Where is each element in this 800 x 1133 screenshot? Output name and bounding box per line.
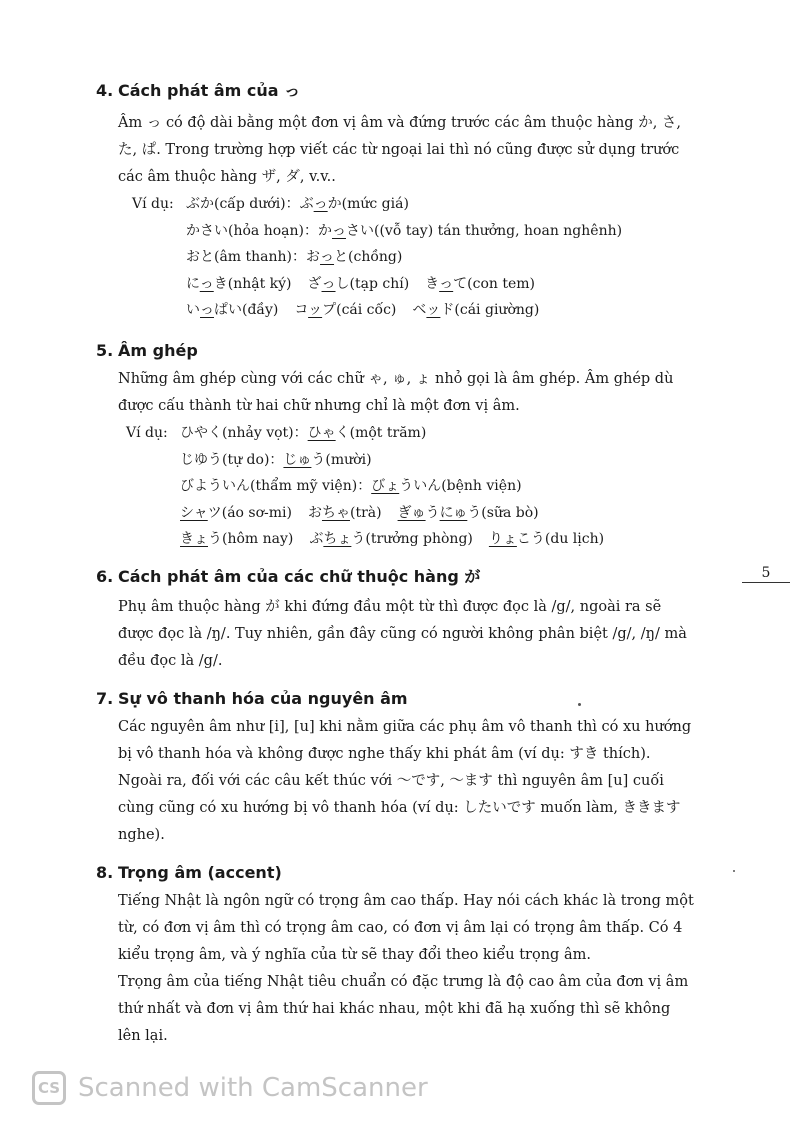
example-text: ひやく(nhảy vọt)： xyxy=(180,425,308,441)
example-text: う(trưởng phòng) xyxy=(351,531,473,547)
example-text: びよういん(thẩm mỹ viện)： xyxy=(180,478,372,494)
section-4 xyxy=(96,80,696,324)
example-text: い xyxy=(186,302,200,318)
paragraph: Những âm ghép cùng với các chữ ゃ, ゅ, ょ nhỏ gọi là âm ghép. Âm ghép dù được cấu thành từ hai chữ nhưng chỉ là một đơn vị âm. xyxy=(118,371,674,414)
example-text: ぶ xyxy=(309,531,324,547)
section-heading: 7. Sự vô thanh hóa của nguyên âm xyxy=(96,689,408,708)
section-heading: 6. Cách phát âm của các chữ thuộc hàng が xyxy=(96,567,481,586)
camscanner-watermark xyxy=(32,1068,428,1108)
example-text: こう(du lịch) xyxy=(516,531,605,547)
example-text: う(mười) xyxy=(311,451,372,468)
example-text: ざ xyxy=(307,275,322,292)
example-text: ツ(áo sơ-mi) xyxy=(207,504,292,521)
example-row xyxy=(132,191,696,218)
underlined-kana: りょ xyxy=(488,531,517,547)
underlined-kana: っ xyxy=(199,275,214,292)
example-label: Ví dụ: xyxy=(132,196,174,212)
example-text: かさい(hỏa hoạn)：か xyxy=(186,222,332,239)
underlined-kana: っ xyxy=(331,222,346,239)
example-text: ぱい(đầy) xyxy=(214,302,279,318)
example-text: う(sữa bò) xyxy=(467,504,539,521)
example-block xyxy=(132,191,696,324)
example-text: く(một trăm) xyxy=(335,425,427,441)
underlined-kana: にゅ xyxy=(439,504,468,521)
section-body xyxy=(118,366,696,553)
underlined-kana: っ xyxy=(321,275,336,292)
underlined-kana: ちょ xyxy=(323,531,352,547)
section-heading: 5. Âm ghép xyxy=(96,341,198,360)
example-text: に xyxy=(186,275,200,292)
example-text: さい((vỗ tay) tán thưởng, hoan nghênh) xyxy=(345,222,623,239)
paragraph: Trọng âm của tiếng Nhật tiêu chuẩn có đặc trưng là độ cao âm của đơn vị âm thứ nhất và đơn vị âm thứ hai khác nhau, một khi đã hạ xuống thì sẽ không lên lại. xyxy=(118,974,689,1044)
example-row xyxy=(126,420,696,447)
example-text: ぶか(cấp dưới)：ぶ xyxy=(186,196,314,212)
example-row xyxy=(126,447,696,474)
paragraph: Các nguyên âm như [i], [u] khi nằm giữa các phụ âm vô thanh thì có xu hướng bị vô thanh hóa và không được nghe thấy khi phát âm (ví dụ: すき thích). Ngoài ra, đối với các câu kết thúc với ～です, ～ます thì nguyên âm [u] cuối cùng cũng có xu hướng bị vô thanh hóa (ví dụ: したいです muốn làm, ききます nghe). xyxy=(118,719,692,843)
example-row xyxy=(132,218,696,245)
underlined-kana: ひゃ xyxy=(307,425,336,441)
example-row xyxy=(126,473,696,500)
example-text: き(nhật ký) xyxy=(213,275,292,292)
underlined-kana: っ xyxy=(320,249,335,265)
underlined-kana: ッ xyxy=(426,302,441,318)
paragraph: Âm っ có độ dài bằng một đơn vị âm và đứng trước các âm thuộc hàng か, さ, た, ぱ. Trong trường hợp viết các từ ngoại lai thì nó cũng được sử dụng trước các âm thuộc hàng ザ, ダ, v.v.. xyxy=(118,115,682,185)
example-label: Ví dụ: xyxy=(126,425,168,441)
example-text: う xyxy=(425,504,440,521)
example-row xyxy=(132,297,696,324)
underlined-kana: じゅ xyxy=(283,451,312,468)
section-7 xyxy=(96,688,696,849)
example-text: き xyxy=(425,275,440,292)
underlined-kana: きょ xyxy=(180,531,208,547)
example-text: と(chồng) xyxy=(334,249,403,265)
section-8 xyxy=(96,862,696,1050)
underlined-kana: ちゃ xyxy=(321,504,350,521)
section-body xyxy=(118,714,696,849)
section-body xyxy=(118,888,696,1050)
paragraph: Phụ âm thuộc hàng が khi đứng đầu một từ thì được đọc là /g/, ngoài ra sẽ được đọc là /ŋ/. Tuy nhiên, gần đây cũng có người không phân biệt /g/, /ŋ/ mà đều đọc là /g/. xyxy=(118,599,687,669)
underlined-kana: ぎゅ xyxy=(397,504,426,521)
example-row xyxy=(126,526,696,553)
section-5 xyxy=(96,340,696,553)
underlined-kana: ッ xyxy=(308,302,323,318)
section-body xyxy=(118,110,696,324)
example-text: う(hôm nay) xyxy=(208,531,294,547)
scan-speck xyxy=(578,703,581,706)
example-text: て(con tem) xyxy=(453,275,536,292)
example-text: じゆう(tự do)： xyxy=(180,451,284,468)
underlined-kana: っ xyxy=(200,302,214,318)
paragraph: Tiếng Nhật là ngôn ngữ có trọng âm cao thấp. Hay nói cách khác là trong một từ, có đơn vị âm thì có trọng âm cao, có đơn vị âm lại có trọng âm thấp. Có 4 kiểu trọng âm, và ý nghĩa của từ sẽ thay đổi theo kiểu trọng âm. xyxy=(118,893,694,963)
underlined-kana: シャ xyxy=(180,504,208,521)
example-text: プ(cái cốc) xyxy=(322,302,397,318)
example-text: ベ xyxy=(412,302,427,318)
section-heading: 4. Cách phát âm của っ xyxy=(96,81,301,100)
scan-speck xyxy=(733,870,735,872)
watermark-text: Scanned with CamScanner xyxy=(78,1073,428,1103)
section-body xyxy=(118,594,696,675)
example-text: か(mức giá) xyxy=(327,196,409,212)
example-row xyxy=(132,271,696,298)
underlined-kana: っ xyxy=(313,196,328,212)
section-6 xyxy=(96,566,696,675)
underlined-kana: びょ xyxy=(371,478,400,494)
example-text: ういん(bệnh viện) xyxy=(399,478,522,494)
example-text: (trà) xyxy=(349,504,382,521)
section-heading: 8. Trọng âm (accent) xyxy=(96,863,282,882)
underlined-kana: っ xyxy=(439,275,454,292)
example-text: し(tạp chí) xyxy=(335,275,410,292)
page-number: 5 xyxy=(742,564,790,583)
example-row xyxy=(126,500,696,527)
example-text: ド(cái giường) xyxy=(440,302,540,318)
example-text: おと(âm thanh)：お xyxy=(186,249,321,265)
example-row xyxy=(132,244,696,271)
example-block xyxy=(126,420,696,553)
camscanner-logo-icon: CS xyxy=(32,1071,66,1105)
example-text: お xyxy=(307,504,322,521)
example-text: コ xyxy=(294,302,309,318)
